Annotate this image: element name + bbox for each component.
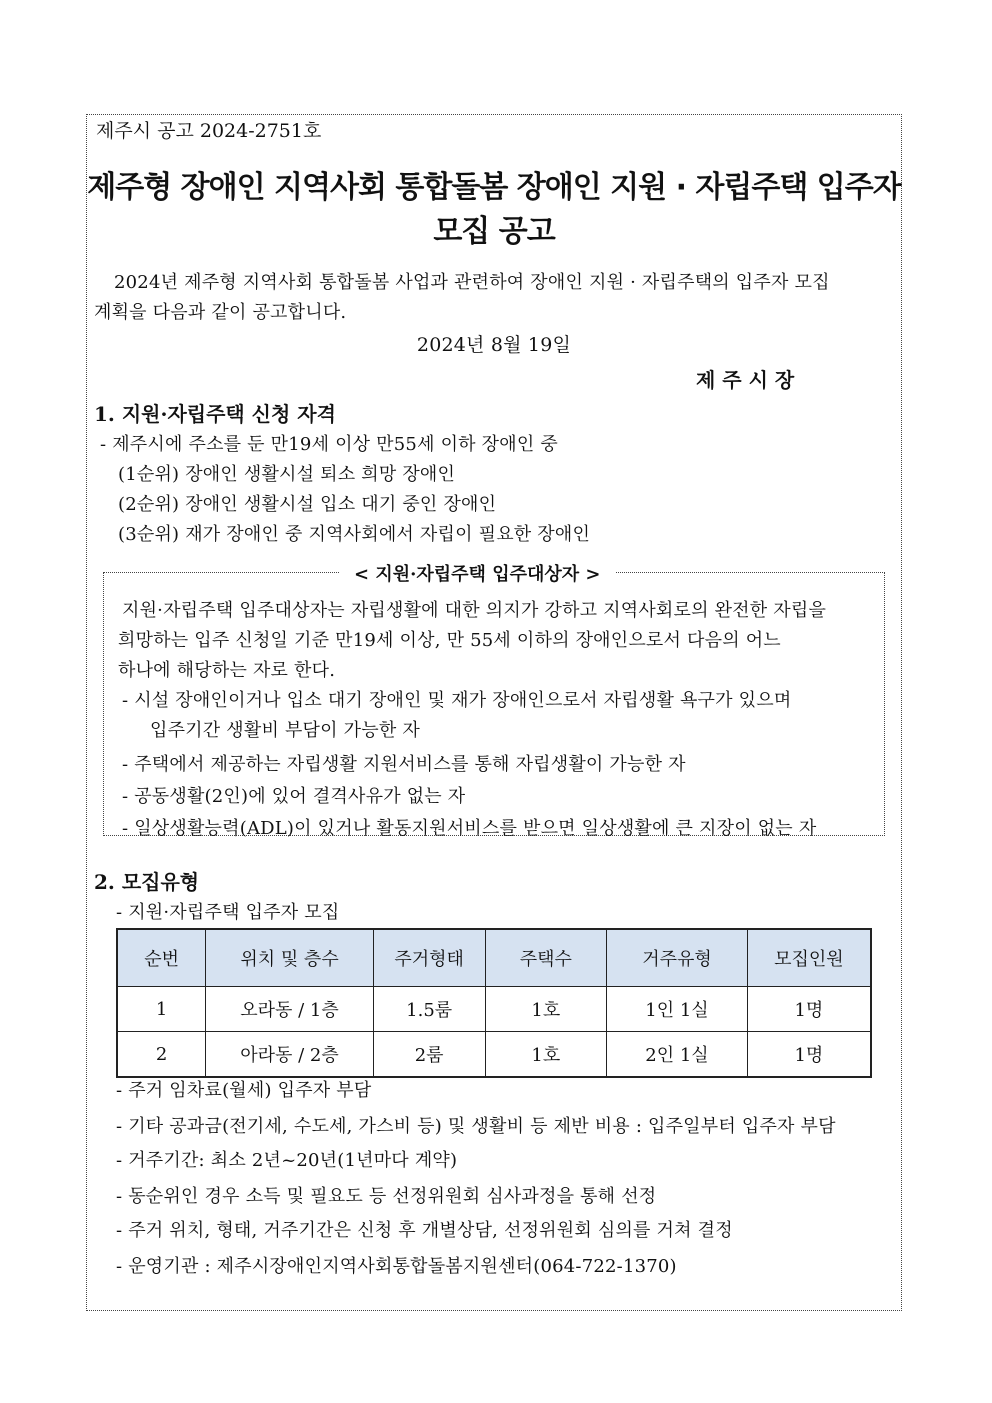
header-house-count: 주택수 [485,929,607,987]
box-line: - 주택에서 제공하는 자립생활 지원서비스를 통해 자립생활이 가능한 자 [122,754,686,775]
header-housing-type: 주거형태 [373,929,485,987]
notice-number: 제주시 공고 2024-2751호 [96,120,322,142]
header-residence-type: 거주유형 [607,929,748,987]
title-line-2: 모집 공고 [433,214,555,249]
section2-note: - 동순위인 경우 소득 및 필요도 등 선정위원회 심사과정을 통해 선정 [116,1186,657,1207]
table-cell: 2인 1실 [607,1032,748,1078]
intro-line-1: 2024년 제주형 지역사회 통합돌봄 사업과 관련하여 장애인 지원 · 자립주택의 입주자 모집 [114,272,830,293]
box-line: 하나에 해당하는 자로 한다. [118,660,336,681]
issuer: 제 주 시 장 [696,368,795,392]
table-cell: 2룸 [373,1032,485,1078]
table-cell: 1호 [485,987,607,1032]
title-line-1: 제주형 장애인 지역사회 통합돌봄 장애인 지원 · 자립주택 입주자 [87,170,901,205]
table-cell: 1호 [485,1032,607,1078]
section1-line: - 제주시에 주소를 둔 만19세 이상 만55세 이하 장애인 중 [100,434,558,455]
table-cell: 1명 [747,987,871,1032]
table-header-row [117,929,871,987]
table-row [117,1032,871,1078]
table-row [117,987,871,1032]
table-cell: 1명 [747,1032,871,1078]
table-cell: 아라동 / 2층 [206,1032,374,1078]
table-cell: 1 [117,987,206,1032]
box-line: - 시설 장애인이거나 입소 대기 장애인 및 재가 장애인으로서 자립생활 욕구가 있으며 [122,690,792,711]
header-recruit-count: 모집인원 [747,929,871,987]
section2-note: - 거주기간: 최소 2년~20년(1년마다 계약) [116,1150,458,1171]
section2-heading: 2. 모집유형 [94,870,200,894]
table-cell: 오라동 / 1층 [206,987,374,1032]
section1-line: (3순위) 재가 장애인 중 지역사회에서 자립이 필요한 장애인 [118,524,591,545]
box-line: 입주기간 생활비 부담이 가능한 자 [150,720,420,741]
recruitment-table [116,928,872,1078]
table-cell: 1.5룸 [373,987,485,1032]
box-line: - 공동생활(2인)에 있어 결격사유가 없는 자 [122,786,466,807]
section2-note: - 운영기관 : 제주시장애인지역사회통합돌봄지원센터(064-722-1370) [116,1256,677,1277]
box-line: 지원·자립주택 입주대상자는 자립생활에 대한 의지가 강하고 지역사회로의 완전한 자립을 [122,600,827,621]
section2-subheading: - 지원·자립주택 입주자 모집 [116,902,340,923]
box-line: - 일상생활능력(ADL)이 있거나 활동지원서비스를 받으면 일상생활에 큰 지장이 없는 자 [122,818,817,839]
box-line: 희망하는 입주 신청일 기준 만19세 이상, 만 55세 이하의 장애인으로서 다음의 어느 [118,630,781,651]
table-cell: 1인 1실 [607,987,748,1032]
table-cell: 2 [117,1032,206,1078]
notice-date: 2024년 8월 19일 [416,334,572,356]
header-location: 위치 및 층수 [206,929,374,987]
eligibility-box-title: < 지원·자립주택 입주대상자 > [340,560,615,586]
section1-heading: 1. 지원·자립주택 신청 자격 [94,402,336,426]
section2-note: - 기타 공과금(전기세, 수도세, 가스비 등) 및 생활비 등 제반 비용 : 입주일부터 입주자 부담 [116,1116,836,1137]
section2-note: - 주거 임차료(월세) 입주자 부담 [116,1080,372,1101]
intro-line-2: 계획을 다음과 같이 공고합니다. [94,302,347,323]
section1-line: (2순위) 장애인 생활시설 입소 대기 중인 장애인 [118,494,497,515]
section2-note: - 주거 위치, 형태, 거주기간은 신청 후 개별상담, 선정위원회 심의를 거쳐 결정 [116,1220,733,1241]
section1-line: (1순위) 장애인 생활시설 퇴소 희망 장애인 [118,464,456,485]
header-number: 순번 [117,929,206,987]
